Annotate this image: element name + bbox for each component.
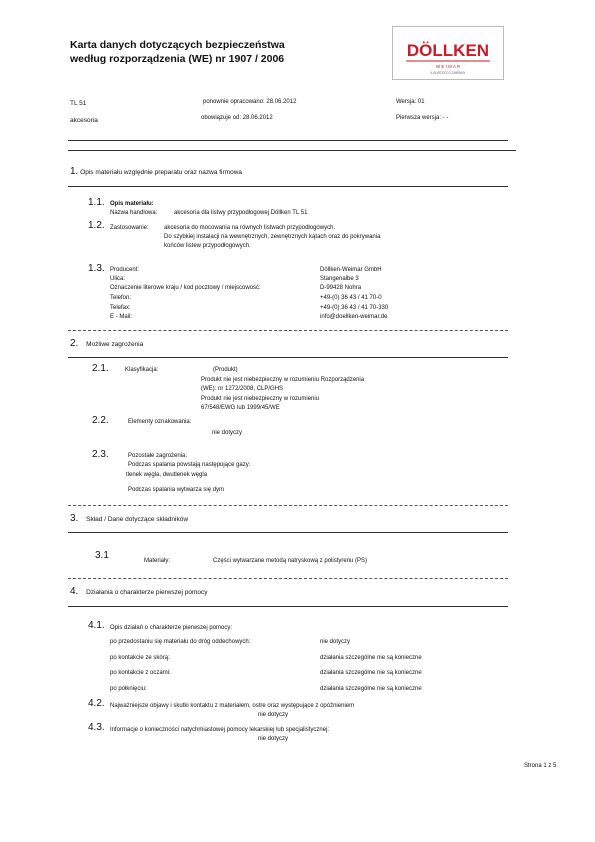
other-hazards-label: Pozostałe zagrożenia: [128,453,188,459]
section-2-heading [70,340,143,349]
subsection-1-1-number: 1.1. [88,197,105,208]
section-2-rule [68,357,508,358]
medical-attention-label: Informacje o konieczności natychmiastowej pomocy lekarskiej lub specjalistycznej: [110,727,330,733]
city-value: D-99428 Nohra [320,285,362,291]
phone-label: Telefon: [110,295,132,301]
email-value: info@doellken-weimar.de [320,314,388,320]
materials-value: Części wytwarzane metodą natryskową z polistyrenu (PS) [213,558,368,564]
producer-label: Producent: [110,267,140,273]
symptoms-value: nie dotyczy [258,712,289,718]
fax-value: +49-(0) 36 43 / 41 70-330 [320,305,389,311]
ingestion-value: działania szczególne nie są konieczne [320,686,422,692]
subsection-2-1-number: 2.1. [92,363,109,374]
subsection-4-3-number: 4.3. [88,722,105,733]
product-code: TL 51 [70,100,87,107]
fax-label: Telefax: [110,305,131,311]
eye-contact-value: działania szczególne nie są konieczne [320,670,422,676]
section-3-rule [68,532,508,533]
document-title-line1: Karta danych dotyczących bezpieczeństwa [70,39,285,51]
classification-line-2: (WE): nr 1272/2008, CLP/GHS [201,386,284,392]
other-hazards-line-1: Podczas spalania powstają następujące gazy: [128,462,251,468]
first-aid-description-label: Opis działań o charakterze pierwszej pomocy: [110,625,233,631]
use-line-3: końców listew przypodłogowych. [164,243,251,249]
logo-tagline-text: A SURTECO COMPANY [430,71,466,75]
section-1-end-rule [68,330,508,331]
section-3-title: Skład / Dane dotyczące składników [86,516,189,523]
page-number: Strona 1 z 5 [524,763,557,769]
subsection-3-1-number: 3.1 [95,550,109,561]
labelling-label: Elementy oznakowania: [128,419,192,425]
street-label: Ulica: [110,276,126,282]
section-1-number: 1. [70,166,79,177]
inhalation-value: nie dotyczy [320,639,351,645]
other-hazards-line-2: tlenek węgla, dwutlenek węgla [126,472,208,478]
section-4-heading [70,588,208,597]
logo-sub-text: W E I M A R [435,64,461,69]
classification-line-4: 67/548/EWG lub 1999/45/WE [201,405,280,411]
skin-contact-label: po kontakcie ze skórą: [110,655,170,661]
revised-date: ponownie opracowano: 28.06.2012 [203,99,297,105]
document-title-line2: według rozporządzenia (WE) nr 1907 / 2006 [70,53,285,65]
logo-brand-text: DÖLLKEN [406,41,490,60]
header-rule-1 [68,140,508,141]
section-1-heading [70,168,242,177]
section-1-rule [68,186,508,187]
section-2-title: Możliwe zagrożenia [86,341,144,348]
section-4-number: 4. [70,586,79,597]
use-line-1: akcesoria do mocowania na równych listwach przypodłogowych. [164,225,336,231]
email-label: E - Mail: [110,314,133,320]
classification-product: (Produkt) [213,367,238,373]
subsection-2-2-number: 2.2. [92,415,109,426]
section-3-heading [70,515,188,524]
classification-line-1: Produkt nie jest niebezpieczny w rozumieniu Rozporządzenia [201,377,365,383]
other-hazards-line-3: Podczas spalania wytwarza się dym [128,487,225,493]
skin-contact-value: działania szczególne nie są konieczne [320,655,422,661]
material-description-label: Opis materiału: [110,201,154,207]
phone-value: +49-(0) 36 43 / 41 70-0 [320,295,382,301]
valid-from-date: obowiązuje od: 28.06.2012 [201,115,273,121]
section-2-end-rule [68,505,508,506]
first-version: Pierwsza wersja: - - [396,115,449,121]
header-rule-2 [68,150,516,151]
section-2-number: 2. [70,338,79,349]
section-4-title: Działania o charakterze pierwszej pomocy [86,589,208,596]
section-3-end-rule [68,578,508,579]
subsection-4-2-number: 4.2. [88,698,105,709]
ingestion-label: po połknięciu: [110,686,147,692]
section-3-number: 3. [70,513,79,524]
section-4-rule [68,606,508,607]
symptoms-label: Najważniejsze objawy i skutki kontaktu z materiałem, ostre oraz występujące z opóźnieniem [110,703,355,709]
product-category: akcesoria [70,117,98,124]
subsection-1-3-number: 1.3. [88,263,105,274]
use-line-2: Do szybkiej instalacji na wewnętrznych, zewnętrznych kątach oraz do pokrywania [164,234,381,240]
classification-line-3: Produkt nie jest niebezpieczny w rozumieniu [201,396,320,402]
subsection-2-3-number: 2.3. [92,449,109,460]
doellken-logo [392,26,504,80]
version: Wersja: 01 [396,99,425,105]
use-label: Zastosowanie: [110,225,149,231]
labelling-value: nie dotyczy [212,430,243,436]
subsection-4-1-number: 4.1. [88,620,105,631]
medical-attention-value: nie dotyczy [258,736,289,742]
eye-contact-label: po kontakcie z oczami: [110,670,171,676]
trade-name-label: Nazwa handlowa: [110,210,158,216]
trade-name-value: akcesoria dla listwy przypodłogowej Döllken TL 51 [174,210,308,216]
street-value: Stangenalbe 3 [320,276,359,282]
producer-value: Döllken-Weimar GmbH [320,267,382,273]
section-1-title: Opis materiału względnie preparatu oraz nazwa firmowa [80,169,243,176]
materials-label: Materiały: [144,558,171,564]
city-label: Oznaczenie literowe kraju / kod pocztowy / miejscowość: [110,285,261,291]
inhalation-label: po przedostaniu się materiału do dróg oddechowych: [110,639,251,645]
subsection-1-2-number: 1.2. [88,220,105,231]
classification-label: Klasyfikacja: [125,367,159,373]
